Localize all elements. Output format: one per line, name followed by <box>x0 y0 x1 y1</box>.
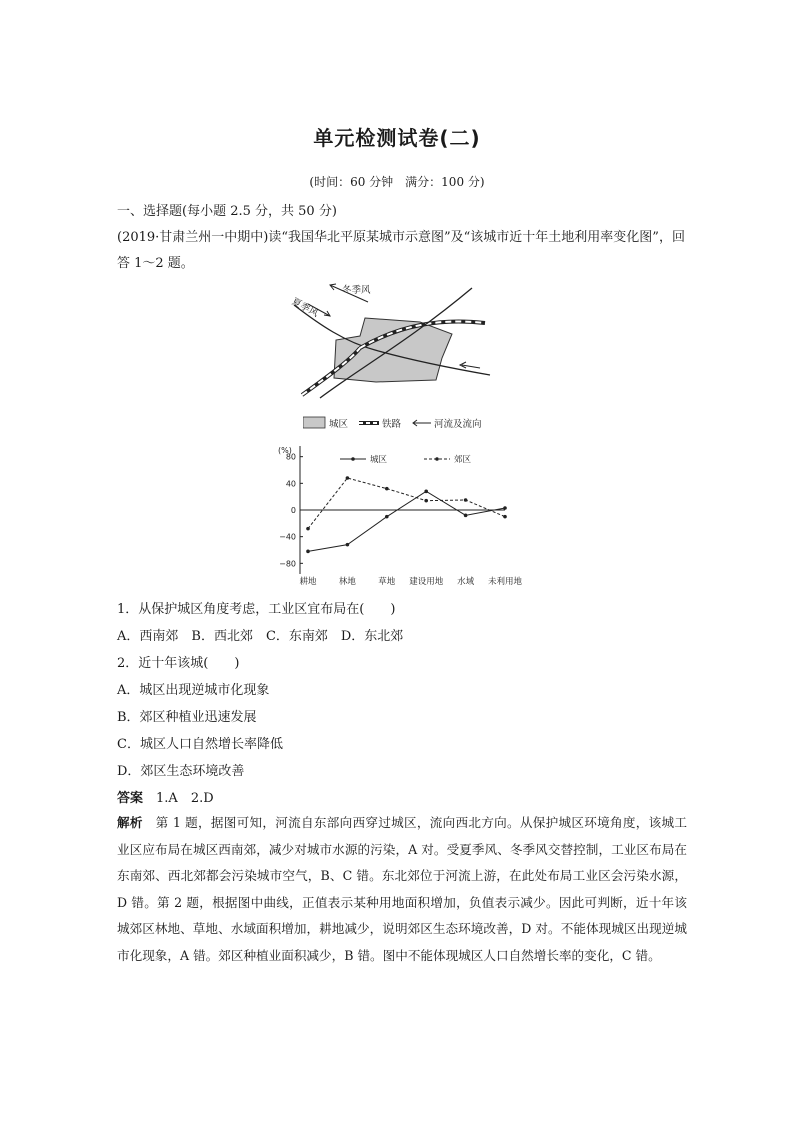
data-point <box>503 515 507 519</box>
y-tick-label: −80 <box>279 559 296 569</box>
legend-railway-label: 铁路 <box>382 419 402 430</box>
data-point <box>424 490 428 494</box>
data-point <box>346 476 350 480</box>
data-point <box>464 498 468 502</box>
x-tick-label: 水域 <box>457 577 475 587</box>
x-tick-label: 林地 <box>338 577 356 587</box>
legend-label: 郊区 <box>454 455 472 465</box>
data-point <box>306 550 310 554</box>
y-axis-label: (%) <box>278 446 292 455</box>
winter-wind-label: 冬季风 <box>342 285 371 296</box>
analysis-text: 第 1 题，据图可知，河流自东部向西穿过城区，流向西北方向。从保护城区环境角度，该城工业区应布局在城区西南郊，减少对城市水源的污染，A 对。受夏季风、冬季风交替控制，工业区布局在东南郊、西北郊都会污染城市空气，B、C 错。东北郊位于河流上游，在此处布局工业区会污染水源，D 错。第 2 题，根据图中曲线，正值表示某种用地面积增加，负值表示减少。因此可判断，近十年该城郊区林地、草地、水域面积增加，耕地减少，说明郊区生态环境改善，D 对。不能体现城区出现逆城市化现象，A 错。郊区种植业面积减少，B 错。图中不能体现城区人口自然增长率的变化，C 错。 <box>117 815 688 963</box>
answer-value: 1.A 2.D <box>156 791 214 806</box>
legend-city-label: 城区 <box>329 419 349 430</box>
city-map-figure <box>290 280 505 430</box>
legend-river-label: 河流及流向 <box>434 419 482 430</box>
x-tick-label: 草地 <box>378 577 396 587</box>
y-tick-label: 80 <box>285 452 296 462</box>
series-line-urban <box>308 491 505 551</box>
y-tick-label: 40 <box>285 479 296 489</box>
x-tick-label: 未利用地 <box>487 577 523 587</box>
map-legend <box>303 414 503 432</box>
question-intro: (2019·甘肃兰州一中期中)读“我国华北平原某城市示意图”及“该城市近十年土地利用率变化图”，回答 1～2 题。 <box>117 230 685 271</box>
x-tick-label: 建设用地 <box>409 577 444 587</box>
analysis-label: 解析 <box>117 815 143 830</box>
legend-marker <box>351 457 355 461</box>
page-title: 单元检测试卷(二) <box>313 126 481 150</box>
data-point <box>424 499 428 503</box>
exam-time-score: (时间：60 分钟 满分：100 分) <box>309 175 485 189</box>
analysis-paragraph <box>117 810 687 969</box>
question-2-stem: 2．近十年该城( ) <box>117 656 240 671</box>
legend-label: 城区 <box>370 455 388 465</box>
data-point <box>464 514 468 518</box>
question-1-options: A．西南郊 B．西北郊 C．东南郊 D．东北郊 <box>117 629 404 644</box>
section-heading: 一、选择题(每小题 2.5 分，共 50 分) <box>117 204 337 219</box>
data-point <box>306 527 310 531</box>
answer-line <box>117 787 214 806</box>
question-2-option-a: A．城区出现逆城市化现象 <box>117 683 270 698</box>
question-2-option-c: C．城区人口自然增长率降低 <box>117 737 283 752</box>
answer-label: 答案 <box>117 791 144 806</box>
data-point <box>385 487 389 491</box>
x-tick-label: 耕地 <box>299 577 317 587</box>
y-tick-label: 0 <box>290 506 296 515</box>
city-area <box>334 318 452 382</box>
land-use-chart <box>270 440 525 588</box>
question-2-option-d: D．郊区生态环境改善 <box>117 764 245 779</box>
summer-wind-label: 夏季风 <box>290 296 321 320</box>
y-tick-label: −40 <box>279 532 296 542</box>
question-1-stem: 1．从保护城区角度考虑，工业区宜布局在( ) <box>117 602 396 617</box>
legend-city-swatch <box>303 417 325 428</box>
series-line-suburban <box>308 478 505 529</box>
data-point <box>503 506 507 510</box>
question-2-option-b: B．郊区种植业迅速发展 <box>117 710 257 725</box>
data-point <box>346 543 350 547</box>
data-point <box>385 515 389 519</box>
legend-marker <box>435 457 439 461</box>
